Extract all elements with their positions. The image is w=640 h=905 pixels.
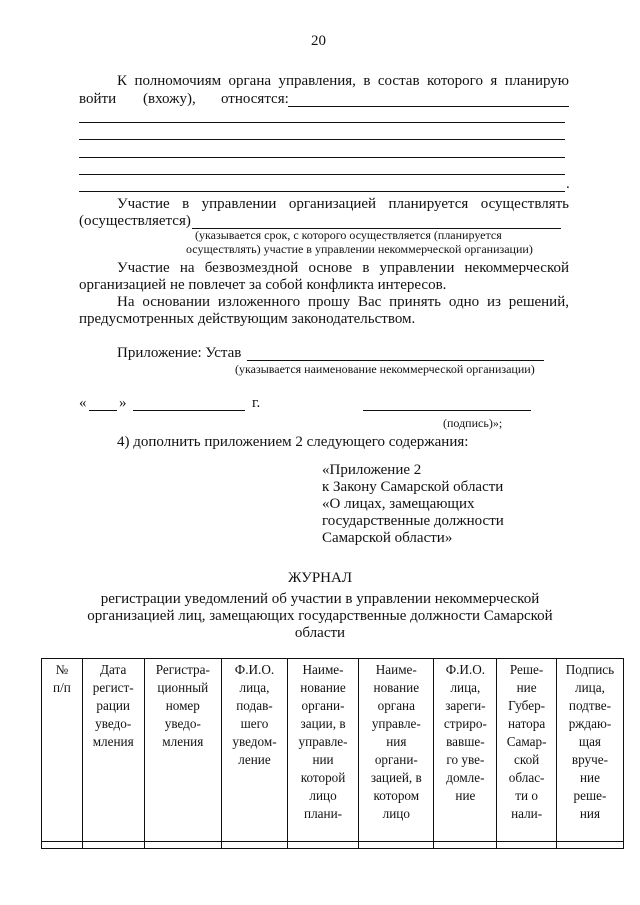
powers-word-2: (вхожу),: [143, 91, 196, 107]
appendix-ref-4: государственные должности: [322, 513, 504, 529]
appendix-ref-1: «Приложение 2: [322, 462, 422, 478]
date-quote-close: »: [119, 395, 127, 411]
header-cell-signature: Подпись лица, подтве- рждаю- щая вруче- ние реше- ния: [556, 659, 623, 842]
journal-subtitle-3: области: [294, 625, 346, 641]
page-number: 20: [311, 33, 326, 49]
table-cell: [82, 842, 144, 849]
powers-line-1: К полномочиям органа управления, в состав которого я планирую: [117, 73, 569, 89]
date-year-suffix: г.: [252, 395, 261, 411]
appendix-ref-5: Самарской области»: [322, 530, 453, 546]
participation-note-2: осуществлять) участие в управлении некоммерческой организации): [186, 242, 533, 256]
powers-blank-line: [288, 106, 569, 107]
table-cell: [222, 842, 288, 849]
request-line-1: На основании изложенного прошу Вас принять одно из решений,: [117, 294, 569, 310]
attachment-blank-line: [247, 360, 544, 361]
header-cell-organization: Наиме- нование органи- зации, в управле- нии которой лицо плани-: [287, 659, 358, 842]
header-cell-submitter: Ф.И.О. лица, подав- шего уведом- ление: [222, 659, 288, 842]
table-cell: [144, 842, 221, 849]
table-cell: [497, 842, 557, 849]
date-month-line: [133, 410, 245, 411]
participation-line-1: Участие в управлении организацией планируется осуществлять: [117, 196, 569, 212]
header-cell-number: № п/п: [42, 659, 83, 842]
item-4: 4) дополнить приложением 2 следующего содержания:: [117, 434, 469, 450]
journal-title: ЖУРНАЛ: [287, 570, 353, 586]
powers-blank-line: [79, 157, 565, 158]
signature-line: [363, 410, 531, 411]
table-cell: [556, 842, 623, 849]
powers-word-3: относятся:: [221, 91, 289, 107]
header-cell-reg-number: Регистра- ционный номер уведо- мления: [144, 659, 221, 842]
table-cell: [359, 842, 434, 849]
journal-subtitle-1: регистрации уведомлений об участии в управлении некоммерческой: [100, 591, 540, 607]
table-cell: [42, 842, 83, 849]
participation-line-2: (осуществляется): [79, 213, 191, 229]
date-day-line: [89, 410, 117, 411]
appendix-ref-2: к Закону Самарской области: [322, 479, 504, 495]
signature-note: (подпись)»;: [443, 416, 503, 430]
header-cell-governing-body: Наиме- нование органа управле- ния органи- зацией, в котором лицо: [359, 659, 434, 842]
powers-blank-line: [79, 122, 565, 123]
attachment-note: (указывается наименование некоммерческой организации): [235, 362, 535, 376]
header-cell-date: Дата регист- рации уведо- мления: [82, 659, 144, 842]
attachment-label: Приложение: Устав: [117, 345, 242, 361]
powers-blank-line: [79, 174, 565, 175]
table-cell: [287, 842, 358, 849]
header-cell-registrar: Ф.И.О. лица, зареги- стриро- вавше- го уве- домле- ние: [434, 659, 497, 842]
journal-table: [41, 658, 624, 849]
powers-blank-line: [79, 139, 565, 140]
conflict-line-2: организацией не повлечет за собой конфликта интересов.: [79, 277, 447, 293]
participation-note-1: (указывается срок, с которого осуществляется (планируется: [195, 228, 502, 242]
appendix-ref-3: «О лицах, замещающих: [322, 496, 475, 512]
conflict-line-1: Участие на безвозмездной основе в управлении некоммерческой: [117, 260, 569, 276]
powers-blank-line: [79, 191, 565, 192]
journal-subtitle-2: организацией лиц, замещающих государственные должности Самарской: [87, 608, 553, 624]
request-line-2: предусмотренных действующим законодательством.: [79, 311, 416, 327]
header-cell-governor-decision: Реше- ние Губер- натора Самар- ской облас- ти о нали-: [497, 659, 557, 842]
table-cell: [434, 842, 497, 849]
powers-word-1: войти: [79, 91, 117, 107]
date-quote-open: «: [79, 395, 87, 411]
